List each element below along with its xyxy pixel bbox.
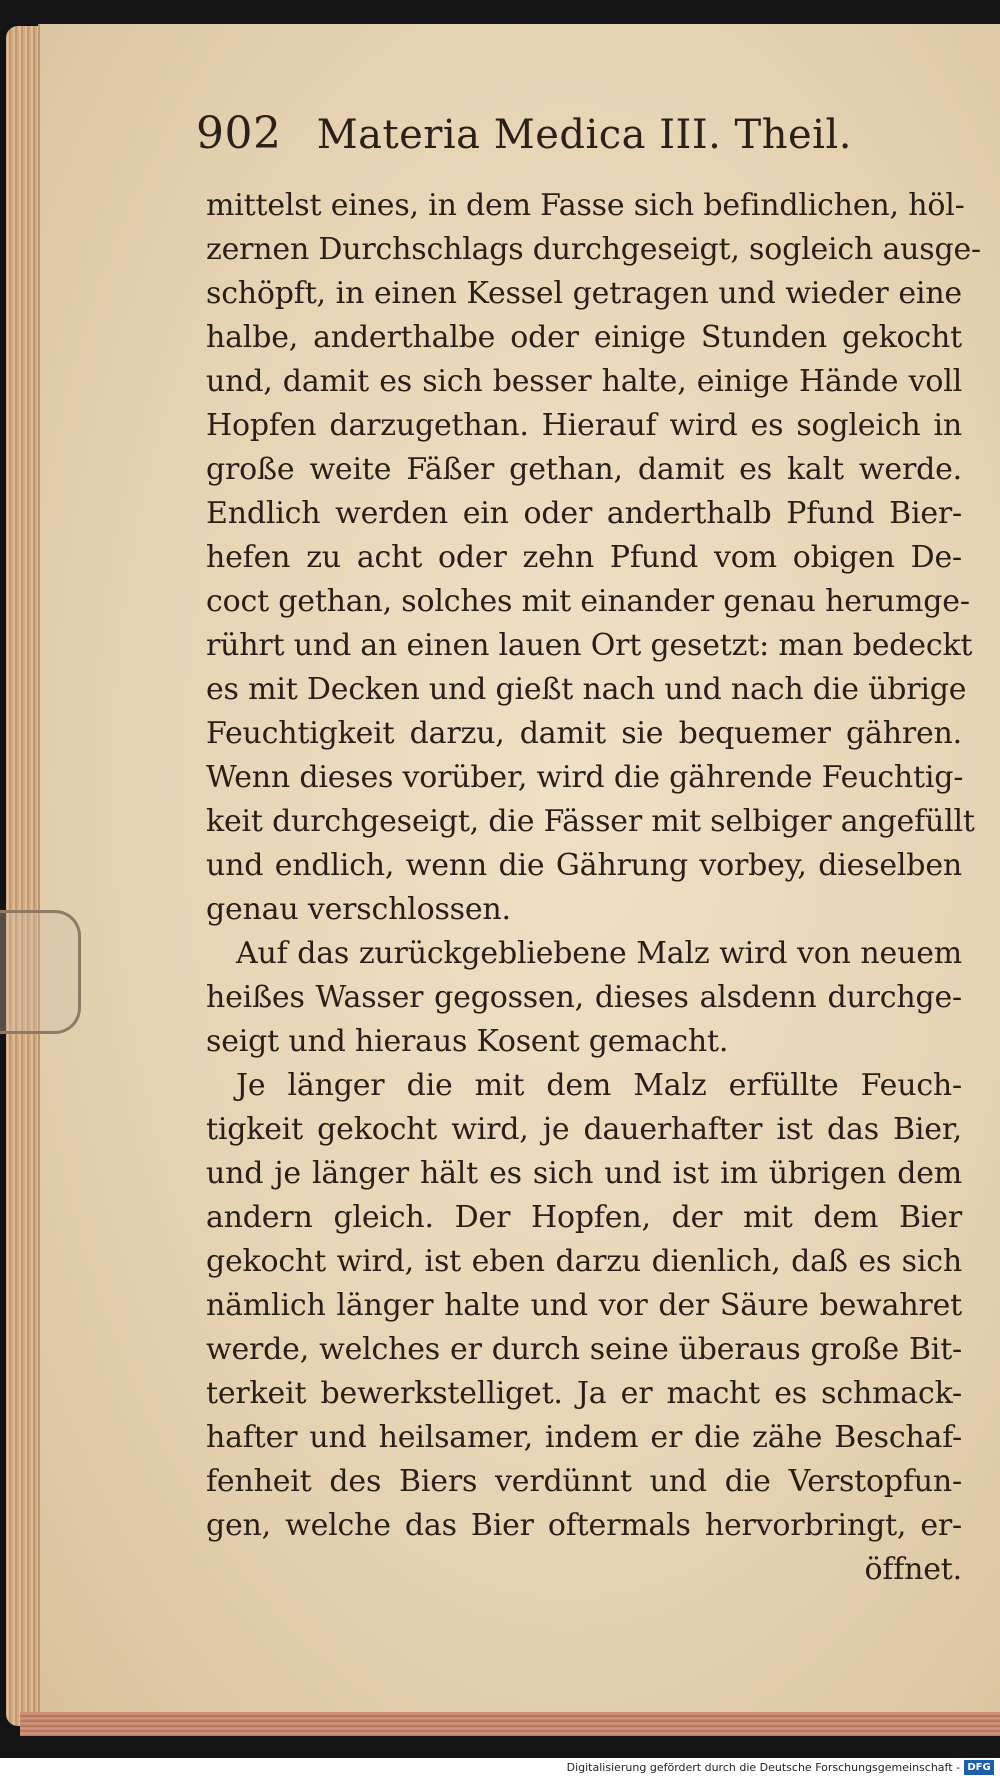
text-line: seigt und hieraus Kosent gemacht. [206, 1024, 729, 1059]
text-line: und, damit es sich besser halte, einige Hände voll [206, 364, 962, 399]
text-line: heißes Wasser gegossen, dieses alsdenn durchge- [206, 980, 962, 1015]
text-line: halbe, anderthalbe oder einige Stunden gekocht [206, 320, 962, 355]
text-line: Endlich werden ein oder anderthalb Pfund Bier- [206, 496, 962, 531]
text-line: terkeit bewerkstelliget. Ja er macht es schmack- [206, 1376, 962, 1411]
text-line: öffnet. [864, 1552, 962, 1587]
page-header [196, 108, 956, 168]
text-line: coct gethan, solches mit einander genau herumge- [206, 584, 970, 619]
text-line: keit durchgeseigt, die Fässer mit selbiger angefüllt [206, 804, 975, 839]
digitization-credit: Digitalisierung gefördert durch die Deutsche Forschungsgemeinschaft - [566, 1761, 960, 1774]
text-line: nämlich länger halte und vor der Säure bewahret [206, 1288, 962, 1323]
text-line: und je länger hält es sich und ist im übrigen dem [206, 1156, 962, 1191]
text-line: Wenn dieses vorüber, wird die gährende Feuchtig- [206, 760, 964, 795]
text-line: es mit Decken und gießt nach und nach die übrige [206, 672, 967, 707]
text-line: mittelst eines, in dem Fasse sich befindlichen, höl- [206, 188, 965, 223]
text-line: genau verschlossen. [206, 892, 511, 927]
book-clasp [0, 910, 81, 1034]
text-line: und endlich, wenn die Gährung vorbey, dieselben [206, 848, 962, 883]
text-line: hefen zu acht oder zehn Pfund vom obigen De- [206, 540, 962, 575]
text-line: tigkeit gekocht wird, je dauerhafter ist das Bier, [206, 1112, 962, 1147]
running-title: Materia Medica III. Theil. [316, 112, 852, 158]
text-line: andern gleich. Der Hopfen, der mit dem Bier [206, 1200, 962, 1235]
text-line: Auf das zurückgebliebene Malz wird von neuem [236, 936, 962, 971]
text-line: werde, welches er durch seine überaus große Bit- [206, 1332, 962, 1367]
text-line: schöpft, in einen Kessel getragen und wieder eine [206, 276, 962, 311]
text-line: gekocht wird, ist eben darzu dienlich, daß es sich [206, 1244, 962, 1279]
text-line: Feuchtigkeit darzu, damit sie bequemer gähren. [206, 716, 962, 751]
text-line: Hopfen darzugethan. Hierauf wird es sogleich in [206, 408, 962, 443]
dfg-logo-icon[interactable]: DFG [964, 1760, 994, 1775]
page-bottom-edge [20, 1712, 1000, 1736]
text-line: fenheit des Biers verdünnt und die Verstopfun- [206, 1464, 962, 1499]
text-line: große weite Fäßer gethan, damit es kalt werde. [206, 452, 962, 487]
text-line: rührt und an einen lauen Ort gesetzt: man bedeckt [206, 628, 973, 663]
text-line: hafter und heilsamer, indem er die zähe Beschaf- [206, 1420, 962, 1455]
body-text [206, 184, 981, 1592]
text-line: gen, welche das Bier oftermals hervorbringt, er- [206, 1508, 962, 1543]
text-line: zernen Durchschlags durchgeseigt, sogleich ausge- [206, 232, 981, 267]
page-number: 902 [196, 108, 282, 159]
text-line: Je länger die mit dem Malz erfüllte Feuch- [236, 1068, 962, 1103]
